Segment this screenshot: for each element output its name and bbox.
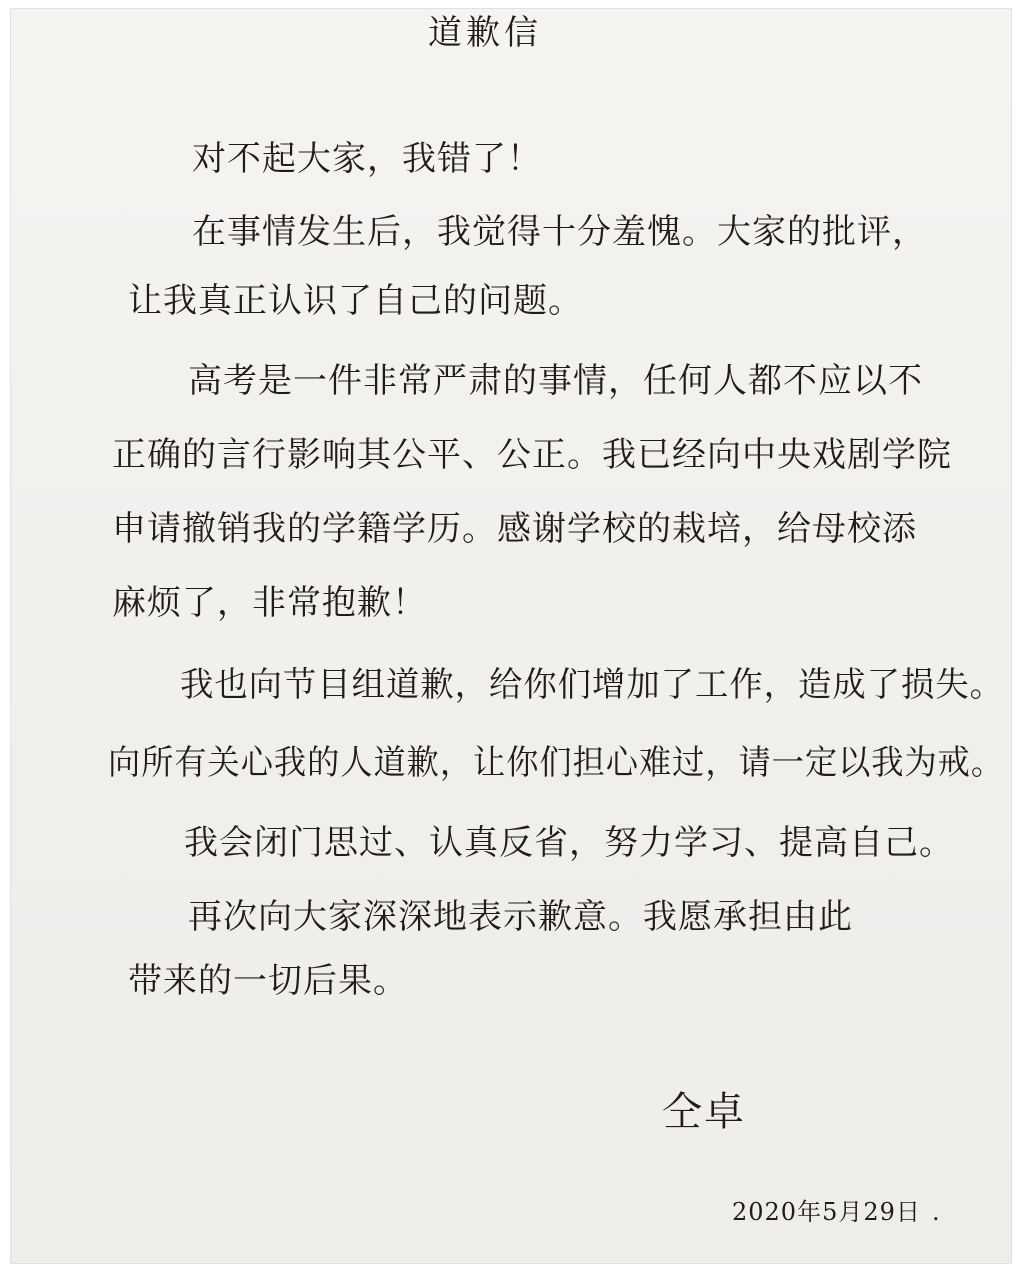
letter-line-2: 在事情发生后，我觉得十分羞愧。大家的批评， xyxy=(192,212,927,252)
letter-line-11: 再次向大家深深地表示歉意。我愿承担由此 xyxy=(188,897,853,937)
letter-line-7: 麻烦了，非常抱歉！ xyxy=(112,583,427,623)
letter-line-5: 正确的言行影响其公平、公正。我已经向中央戏剧学院 xyxy=(112,435,952,475)
letter-line-3: 让我真正认识了自己的问题。 xyxy=(128,281,583,321)
letter-title: 道歉信 xyxy=(428,13,542,53)
letter-date: 2020年5月29日 xyxy=(732,1198,921,1226)
letter-line-4: 高考是一件非常严肃的事情，任何人都不应以不 xyxy=(188,361,923,401)
letter-line-9: 向所有关心我的人道歉，让你们担心难过，请一定以我为戒。 xyxy=(108,743,1004,783)
letter-line-12: 带来的一切后果。 xyxy=(128,961,408,1001)
letter-line-8: 我也向节目组道歉，给你们增加了工作，造成了损失。 xyxy=(180,665,1004,705)
letter-line-6: 申请撤销我的学籍学历。感谢学校的栽培，给母校添 xyxy=(112,509,917,549)
trailing-mark: . xyxy=(932,1198,941,1226)
letter-line-1: 对不起大家，我错了！ xyxy=(192,139,542,179)
signature: 仝卓 xyxy=(662,1089,746,1135)
letter-paper xyxy=(10,8,1012,1264)
letter-line-10: 我会闭门思过、认真反省，努力学习、提高自己。 xyxy=(184,823,954,863)
